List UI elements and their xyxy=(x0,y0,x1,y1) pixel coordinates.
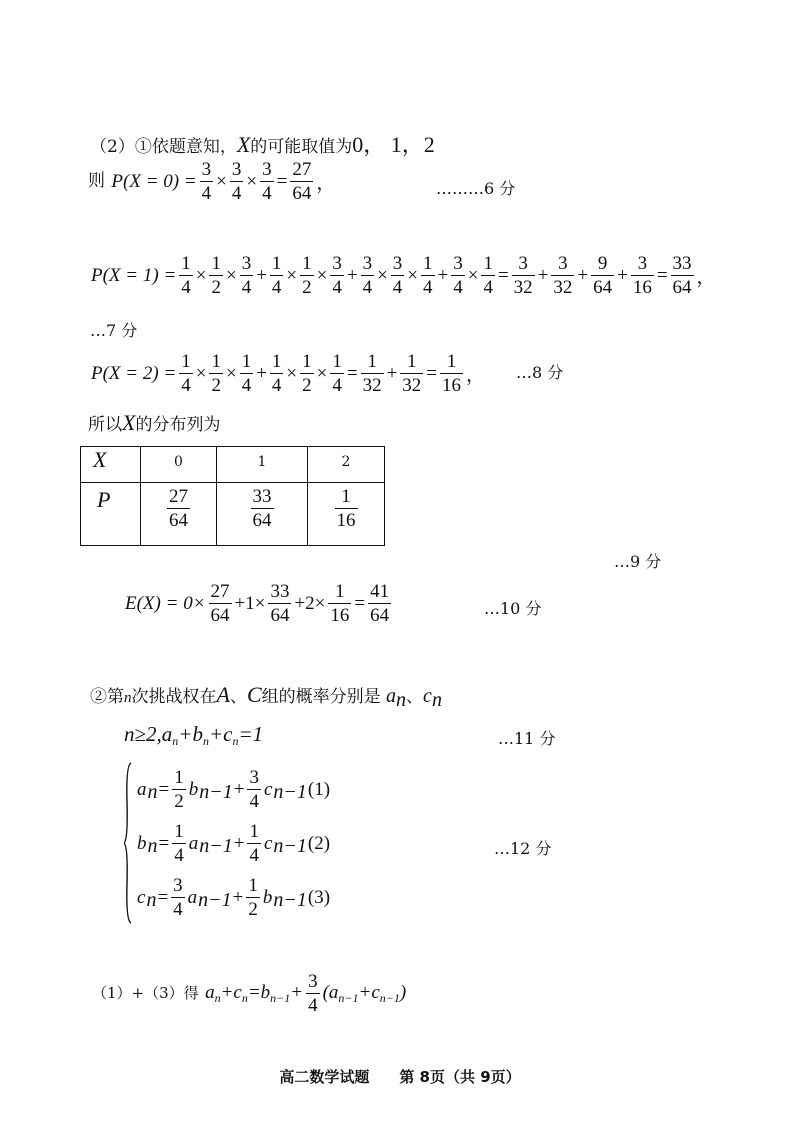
score-6: ………6 分 xyxy=(436,179,516,198)
table-row-p: P $\frac{27}{64}$ $\frac{33}{64}$ $\frac{1}{16}$ xyxy=(81,483,385,546)
page-footer: 高二数学试题 第 8页（共 9页） xyxy=(279,1068,521,1086)
var-x: X xyxy=(236,132,251,157)
expectation-line: E(X) = 0× $\frac{27}{64}$ +1× $\frac{33}{64}$ +2× $\frac{1}{16}$ = $\frac{41}{64}$ xyxy=(125,581,390,626)
p0-lhs: P(X = 0) = xyxy=(111,170,197,192)
then-label: 则 xyxy=(88,171,105,191)
brace-icon xyxy=(124,762,132,924)
x-values: 0， 1，2 xyxy=(352,132,435,157)
heading-text: （2）①依题意知， xyxy=(90,137,237,157)
p0-frac-c: $\frac{3}{4}$ xyxy=(262,159,272,204)
part2-heading xyxy=(90,128,435,159)
system-line-3: $c_n=$ $\frac{3}{4}$ $a_{n-1}+$ $\frac{1}{2}$ $b_{n-1}(3)$ xyxy=(137,875,331,920)
p-x1-line: P(X = 1) = $\frac{1}{4}$ × $\frac{1}{2}$ × $\frac{3}{4}$ + $\frac{1}{4}$ × $\frac{1}{2}$ × $\frac{3}{4}$ + $\frac{3}{4}$ × $\frac{3}{4}$ × $\frac{1}{4}$ + $\frac{3}{4}$ × $\frac{1}{4}$ = $\frac{3}{32}$ + $\frac{3}{32}$ + $\frac{9}{64}$ + $\frac{3}{16}$ = $\frac{33}{64}$ ， xyxy=(91,253,716,298)
p0-frac-a: $\frac{3}{4}$ xyxy=(201,159,212,204)
part2b-line: ②第n次挑战权在A、C组的概率分别是 $a_n$、$c_n$ xyxy=(90,682,442,711)
p-x0-line: 则 P(X = 0) = $\frac{3}{4}$ × $\frac{3}{4}$ × $\frac{3}{4}$ = $\frac{27}{64}$ ， xyxy=(88,159,336,204)
score-8: …8 分 xyxy=(516,363,564,382)
heading-mid: 的可能取值为 xyxy=(250,137,353,157)
score-10: …10 分 xyxy=(484,599,542,618)
p-x2-line: P(X = 2) = $\frac{1}{4}$ × $\frac{1}{2}$ × $\frac{1}{4}$ + $\frac{1}{4}$ × $\frac{1}{2}$ × $\frac{1}{4}$ = $\frac{1}{32}$ + $\frac{1}{32}$ = $\frac{1}{16}$ ， xyxy=(91,351,486,396)
final-line: （1）+（3）得 $a_n+c_n=b_{n-1}+$ $\frac{3}{4}$ $(a_{n-1}+c_{n-1})$ xyxy=(92,971,407,1016)
table-row-x: X 0 1 2 xyxy=(81,447,385,483)
p1-lhs: P(X = 1) = xyxy=(91,264,177,286)
p0-frac-b: $\frac{3}{4}$ xyxy=(231,159,242,204)
system-line-2: $b_n=$ $\frac{1}{4}$ $a_{n-1}+$ $\frac{1}{4}$ $c_{n-1}(2)$ xyxy=(137,821,331,866)
score-9: …9 分 xyxy=(614,552,662,571)
distribution-table xyxy=(80,446,385,546)
p0-result: $\frac{27}{64}$ xyxy=(292,159,312,204)
score-12: …12 分 xyxy=(494,839,552,858)
table-head-x: X xyxy=(81,447,141,483)
p2-lhs: P(X = 2) = xyxy=(91,362,177,384)
score-7: …7 分 xyxy=(90,321,138,340)
score-11: …11 分 xyxy=(498,729,556,748)
system-line-1: $a_n=$ $\frac{1}{2}$ $b_{n-1}+$ $\frac{3}{4}$ $c_{n-1}(1)$ xyxy=(137,767,331,812)
p0-tail: ， xyxy=(316,172,336,194)
dist-intro: 所以X的分布列为 xyxy=(88,410,221,435)
sum-line: $n\ge 2,a_n+b_n+c_n=1$ xyxy=(124,722,264,748)
table-head-p: P xyxy=(81,483,141,546)
